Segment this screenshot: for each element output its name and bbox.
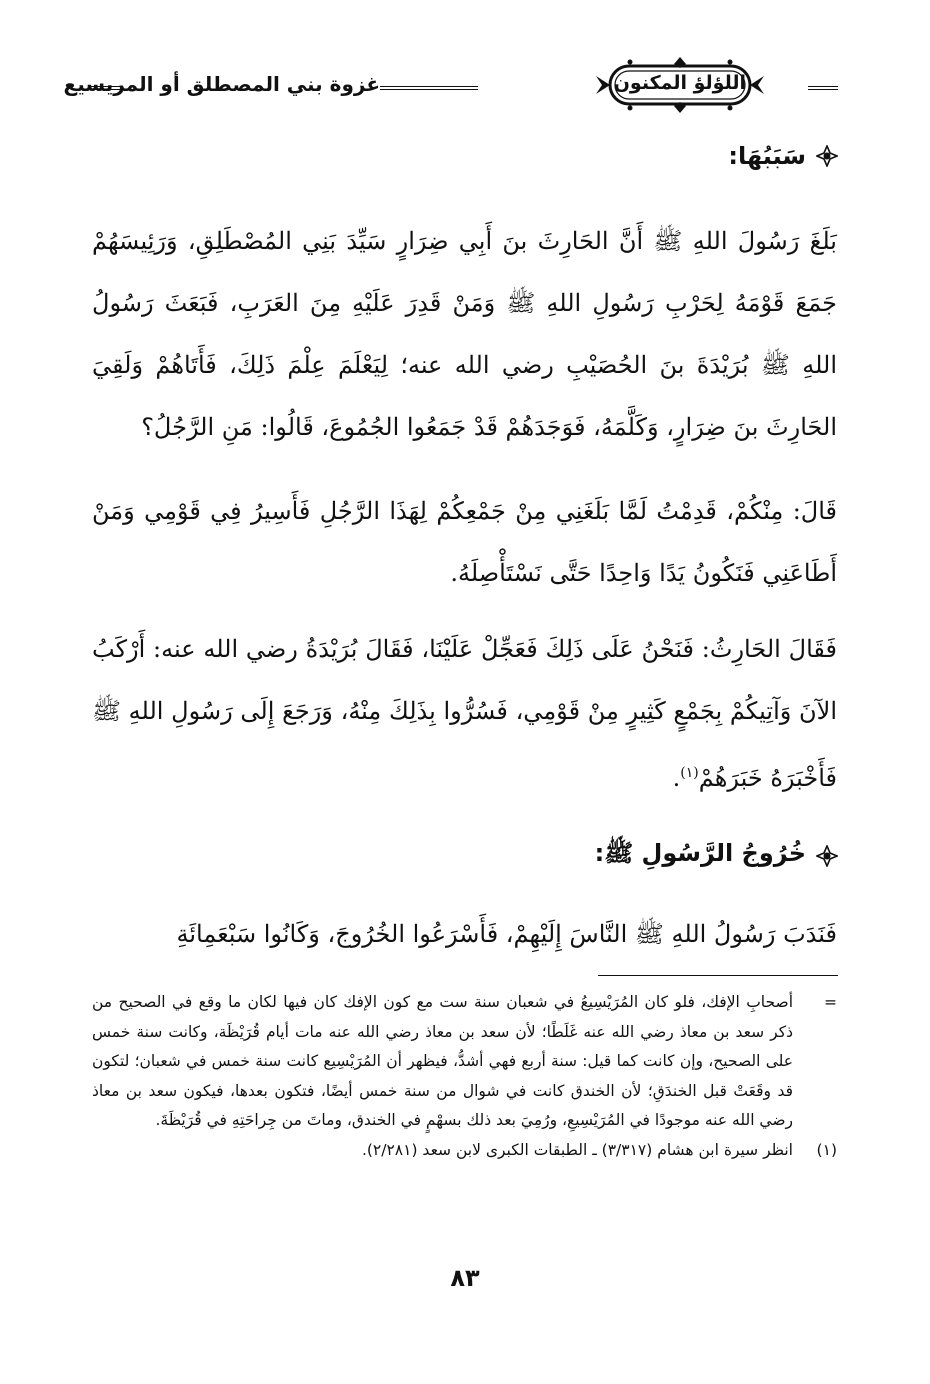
section-heading-text: خُرُوجُ الرَّسُولِ ﷺ: (594, 839, 806, 867)
body-paragraph: بَلَغَ رَسُولَ اللهِ ﷺ أَنَّ الحَارِثَ بنَ أَبِي ضِرَارٍ سَيِّدَ بَنِي المُصْطَلِقِ، وَرَئِيسَهُمْ جَمَعَ قَوْمَهُ لِحَرْبِ رَسُولِ اللهِ ﷺ وَمَنْ قَدِرَ عَلَيْهِ مِنَ العَرَبِ، فَبَعَثَ رَسُولُ اللهِ ﷺ بُرَيْدَةَ بنَ الحُصَيْبِ رضي الله عنه؛ لِيَعْلَمَ عِلْمَ ذَلِكَ، فَأَتَاهُمْ وَلَقِيَ الحَارِثَ بنَ ضِرَارٍ، وَكَلَّمَهُ، فَوَجَدَهُمْ قَدْ جَمَعُوا الجُمُوعَ، قَالُوا: مَنِ الرَّجُلُ؟ (92, 227, 837, 441)
footnote (92, 988, 837, 1136)
footnote-text: انظر سيرة ابن هشام (٣/٣١٧) ـ الطبقات الكبرى لابن سعد (٢/٢٨١). (361, 1140, 793, 1159)
footnote-text: أصحابِ الإفك، فلو كان المُرَيْسِيعُ في شعبان سنة ست مع كون الإفك كان فيها لكان ما وقع في الصحيح من ذكر سعد بن معاذ رضي الله عنه غَلَطًا؛ لأن سعد بن معاذ رضي الله عنه مات أيام قُرَيْظَة، وكانت سنة خمس على الصحيح، وإن كانت كما قيل: سنة أربع فهي أشدُّ، فيظهر أن المُرَيْسِيع كانت سنة خمس في شعبان؛ لتكون قد وقَعَتْ قبل الخندَقِ؛ لأن الخندق كانت في شوال من سنة خمس أيضًا، فتكون بعدها، فيكون سعد بن معاذ رضي الله عنه موجودًا في المُرَيْسِيعِ، ورُمِيَ بعد ذلك بسهْمٍ في الخندق، وماتَ من جِراحَتِهِ في قُرَيْظَةَ. (92, 993, 793, 1129)
ornament-flower-icon (816, 845, 838, 867)
paragraph-end: . (672, 764, 681, 792)
footnote-marker: (١) (816, 1140, 837, 1159)
footnote (92, 1136, 837, 1166)
footnotes (92, 988, 837, 1165)
section-heading-text: سَبَبُهَا: (728, 142, 806, 170)
page-number: ٨٣ (450, 1264, 480, 1292)
body-paragraph: فَنَدَبَ رَسُولُ اللهِ ﷺ النَّاسَ إِلَيْهِمْ، فَأَسْرَعُوا الخُرُوجَ، وَكَانُوا سَبْعَمِائَةِ (176, 920, 837, 948)
section-heading (728, 142, 838, 170)
footnote-marker: = (824, 993, 837, 1011)
body-paragraph: قَالَ: مِنْكُمْ، قَدِمْتُ لَمَّا بَلَغَنِي مِنْ جَمْعِكُمْ لِهَذَا الرَّجُلِ فَأَسِيرُ فِي قَوْمِي وَمَنْ أَطَاعَنِي فَنَكُونُ يَدًا وَاحِدًا حَتَّى نَسْتَأْصِلَهُ. (92, 497, 837, 587)
running-title: غزوة بني المصطلق أو المريسيع (63, 72, 380, 96)
paragraph-text: فَقَالَ الحَارِثُ: فَنَحْنُ عَلَى ذَلِكَ فَعَجِّلْ عَلَيْنَا، فَقَالَ بُرَيْدَةُ رضي الله عنه: أَرْكَبُ الآنَ وَآتِيكُمْ بِجَمْعٍ كَثِيرٍ مِنْ قَوْمِي، فَسُرُّوا بِذَلِكَ مِنْهُ، وَرَجَعَ إِلَى رَسُولِ اللهِ ﷺ فَأَخْبَرَهُ خَبَرَهُمْ (92, 635, 837, 792)
footnote-separator (598, 975, 838, 976)
footnote-ref: (١) (680, 765, 699, 781)
header-rule (808, 86, 838, 90)
book-title: اللؤلؤ المكنون (613, 72, 746, 94)
body-paragraph (92, 618, 837, 809)
ornament-flower-icon (816, 145, 838, 167)
header-rule (380, 86, 478, 90)
page-header (63, 50, 835, 128)
book-title-badge (590, 54, 770, 116)
section-heading (595, 838, 838, 873)
